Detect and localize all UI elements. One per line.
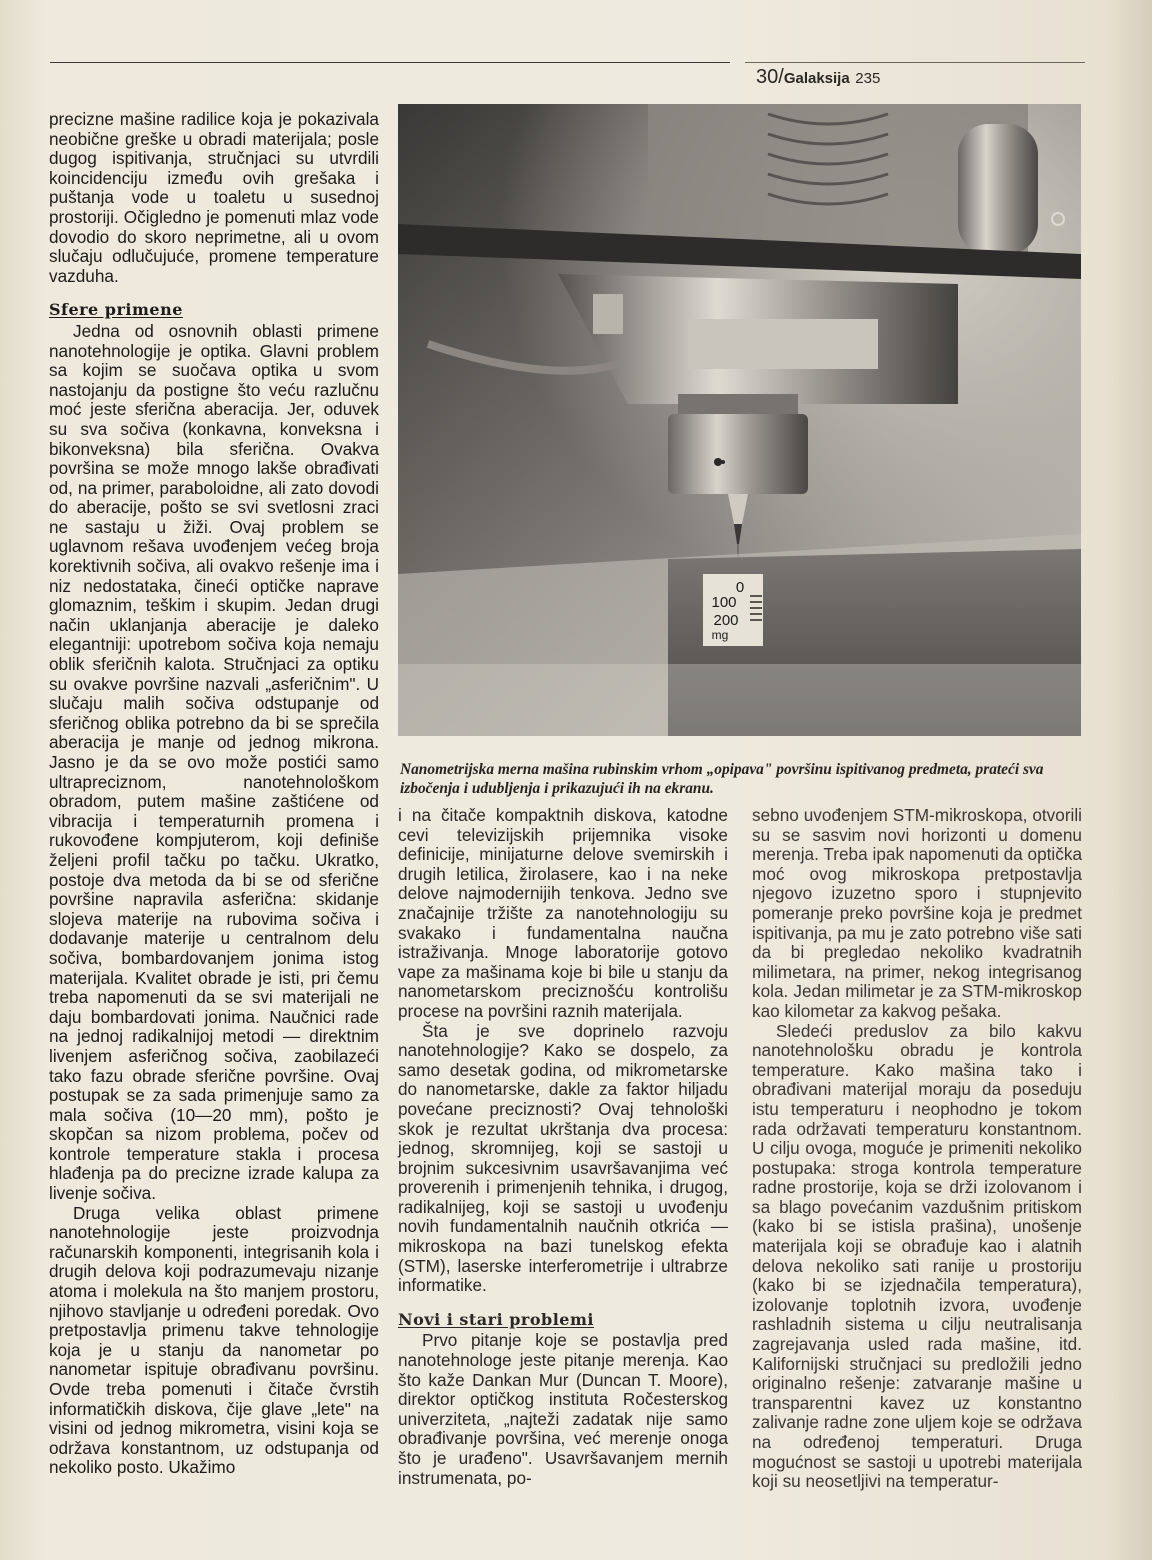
gauge-label-0: 0	[735, 579, 745, 596]
folio-separator: /	[778, 66, 784, 88]
probe-collar	[678, 394, 798, 414]
magazine-name: Galaksija	[783, 70, 850, 87]
column-2	[398, 806, 728, 1488]
col3-paragraph-1: sebno uvođenjem STM-mikroskopa, otvorili su se sasvim novi horizonti u domenu merenja. Treba ipak napomenuti da optička moć ovog mikroskopa pretpostavlja njegovo izuzetno sporo i stupnjevito pomeranje preko površine koja je predmet ispitivanja, pa mu je zato potrebno više sati da bi pregledao nekoliko kvadratnih milimetara, na primer, nekog integrisanog kola. Jedan milimetar je za STM-mikroskop kao kilometar za kakvog pešaka.	[752, 805, 1082, 1021]
col3-paragraph-2: Sledeći preduslov za bilo kakvu nanotehnološku obradu je kontrola temperature. Kako mašina tako i obrađivani materijal moraju da poseduju istu temperaturu i neophodno je tokom rada održavati temperaturu konstantnom. U cilju ovoga, moguće je primeniti nekoliko postupaka: stroga kontrola temperature radne prostorije, koja se drži izolovanom i sa blago povećanim vazdušnim pritiskom (kako bi se istisla prašina), unošenje materijala koji se obrađuje kao i alatnih delova nekoliko sati ranije u prostoriju (kako bi se izjednačila temperatura), izolovanje toplotnih izvora, uvođenje rashladnih sistema u cilju neutralisanja zagrejavanja usled rada mašine, itd. Kalifornijski stručnjaci su predložili jedno originalno rešenje: zatvaranje mašine u transparentni kavez uz konstantno zalivanje radne zone uljem koje se održava na određenoj temperaturi. Druga mogućnost se sastoji u upotrebi materijala koji su neosetljivi na temperatur-	[752, 1020, 1082, 1492]
col1-paragraph-2: Jedna od osnovnih oblasti primene nanotehnologije je optika. Glavni problem sa kojim se suočava optika u svom nastojanju da postigne što veću razlučnu moć jeste sferična aberacija. Jer, oduvek su sva sočiva (konkavna, konveksna i bikonveksna) bila sferična. Ovakva površina se može mnogo lakše obrađivati od, na primer, paraboloidne, ali zato dovodi do aberacije, pošto se svi svetlosni zraci ne sastaju u žiži. Ovaj problem se uglavnom rešava uvođenjem većeg broja korektivnih sočiva, ali ovakvo rešenje ima i niz nedostataka, čineći optičke naprave glomaznim, teškim i skupim. Jedan drugi način uklanjanja aberacije je daleko elegantniji: upotrebom sočiva koja nemaju oblik sferičnih kalota. Stručnjaci za optiku su ovakve površine nazvali „asferičnim". U slučaju malih sočiva odstupanje od sferičnog oblika potrebno da bi se sprečila aberacija je manje od jednog mikrona. Jasno je da se ovo može postići samo ultrapreciznom, nanotehnološkom obradom, putem mašine zaštićene od vibracija i temperaturnih promena i rukovođene kompjuterom, koji definiše željeni profil tačku po tačku. Ukratko, postoje dva metoda da bi se od sferične površine napravila asferična: skidanje slojeva materije na rubovima sočiva i dodavanje materije u centralnom delu sočiva, bombardovanjem jonima istog materijala. Kvalitet obrade je isti, pri čemu treba napomenuti da se svi materijali ne daju bombardovati jonima. Naučnici rade na jednoj radikalnijoj metodi — direktnim livenjem asferičnog sočiva, zaobilazeći tako fazu obrade sferične površine. Ovaj postupak se za sada primenjuje samo za mala sočiva (10—20 mm), pošto je skopčan sa nizom problema, počev od kontrole temperature stakla i procesa hlađenja pa do precizne izrade kalupa za livenje sočiva.	[49, 320, 379, 1204]
probe-hole-2	[721, 460, 725, 464]
machine-photo	[398, 104, 1081, 736]
probe-hole-1	[714, 458, 722, 466]
subhead-sfere-primene: Sfere primene	[49, 300, 183, 320]
header-rule-right	[745, 62, 1085, 63]
gauge-label-100: 100	[711, 594, 737, 611]
machine-photo-drawing	[398, 104, 1081, 736]
page-folio	[756, 66, 880, 89]
gauge-label-mg: mg	[711, 628, 729, 642]
header-rule	[50, 62, 730, 63]
subhead-novi-i-stari-problemi: Novi i stari problemi	[398, 1309, 594, 1329]
column-3	[752, 806, 1082, 1492]
col2-paragraph-2: Šta je sve doprinelo razvoju nanotehnologije? Kako se dospelo, za samo desetak godina, od mikrometarske do nanometarske, dakle za faktor hiljadu povećane preciznosti? Ovaj tehnološki skok je rezultat ukrštanja dva procesa: jednog, skromnijeg, koji se sastoji u brojnim sukcesivnim usavršavanjima već proverenih i primenjenih tehnika, i drugog, radikalnijeg, koji se sastoji u uvođenju novih fundamentalnih naučnih otkrića — mikroskopa na bazi tunelskog efekta (STM), laserske interferometrije i ultrabrze informatike.	[398, 1020, 728, 1296]
carriage-plate	[688, 319, 878, 369]
issue-number: 235	[855, 70, 881, 87]
photo-caption: Nanometrijska merna mašina rubinskim vrhom „opipava" površinu ispitivanog predmeta, prateći sva izbočenja i udubljenja i prikazujući ih na ekranu.	[400, 761, 1044, 797]
col2-paragraph-1: i na čitače kompaktnih diskova, katodne cevi televizijskih prijemnika visoke definicije, minijaturne delove svemirskih i drugih letilica, žirolasere, kao i na neke delove najmodernijih tenkova. Jedno sve značajnije tržište za nanotehnologiju su svakako i fundamentalna naučna istraživanja. Mnoge laboratorije gotovo vape za mašinama koje bi bile u stanju da nanometarskom preciznošću kontrolišu procese na površini raznih materijala.	[398, 805, 728, 1021]
col2-paragraph-3: Prvo pitanje koje se postavlja pred nanotehnologe jeste pitanje merenja. Kao što kaže Dankan Mur (Duncan T. Moore), direktor optičkog instituta Ročesterskog univerziteta, „najteži zadatak nije samo obrađivanje površina, već merenje onoga što je urađeno". Usavršavanjem mernih instrumenata, po-	[398, 1330, 728, 1488]
col1-paragraph-3: Druga velika oblast primene nanotehnologije jeste proizvodnja računarskih komponenti, integrisanih kola i drugih delova koji podrazumevaju nizanje atoma i molekula na što manjem prostoru, njihovo stavljanje u određeni poredak. Ovo pretpostavlja primenu takve tehnologije koja je u stanju da nanometar po nanometar ispituje obrađivanu površinu. Ovde treba pomenuti i čitače čvrstih informatičkih diskova, čije glave „lete" na visini od jednog mikrometra, visini koja se održava konstantnom, uz odstupanja od nekoliko posto. Ukažimo	[49, 1202, 379, 1478]
gauge-label-200: 200	[713, 612, 739, 629]
page-number: 30	[756, 66, 779, 88]
adjustment-knob	[958, 124, 1038, 254]
probe-head	[668, 414, 808, 494]
clamp-screw	[593, 294, 623, 334]
column-1	[49, 110, 379, 1478]
foreground-glare	[398, 664, 1081, 736]
col1-paragraph-1: precizne mašine radilice koja je pokazivala neobične greške u obradi materijala; posle dugog ispitivanja, stručnjaci su utvrdili koincidenciju između ovih grešaka i puštanja vode u toaletu u susednoj prostoriji. Očigledno je pomenuti mlaz vode dovodio do skoro neprimetne, ali u ovom slučaju odlučujuće, promene temperature vazduha.	[49, 109, 379, 286]
